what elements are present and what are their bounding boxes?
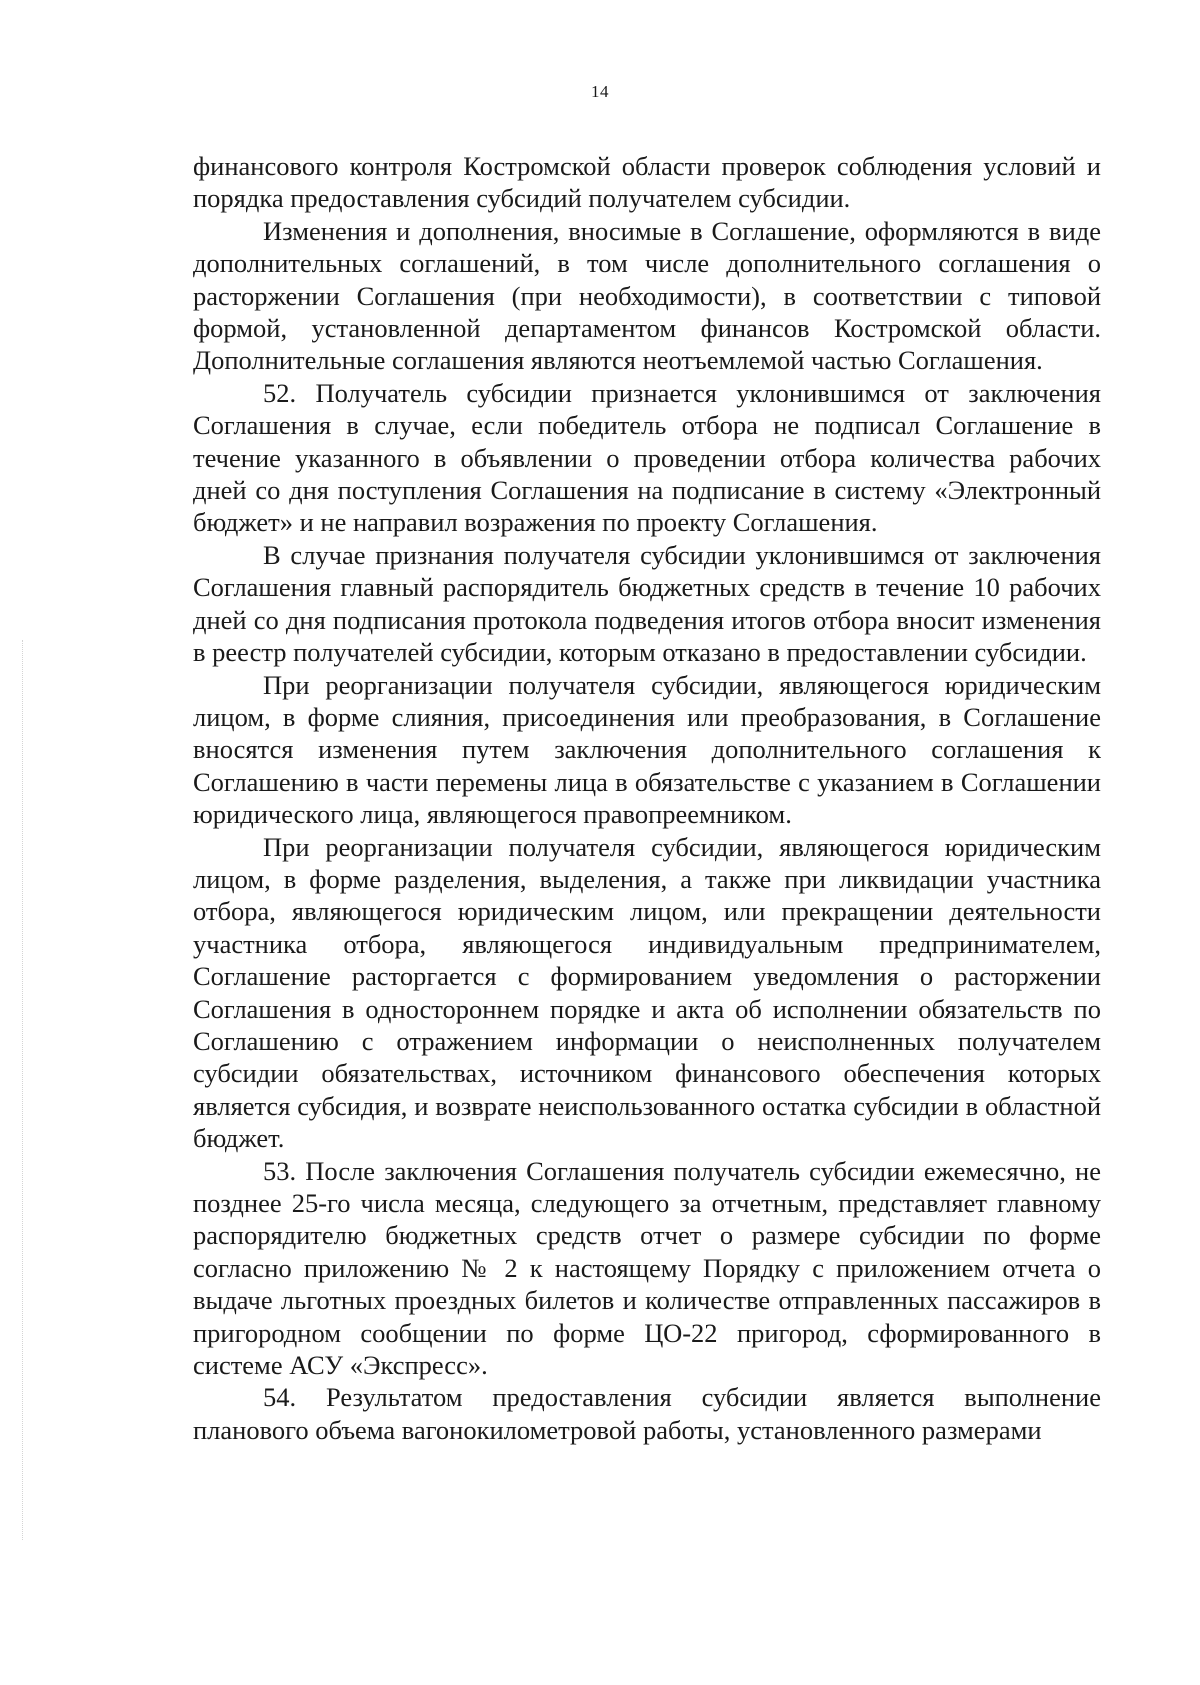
document-body [193, 150, 1101, 1446]
paragraph-amendments: Изменения и дополнения, вносимые в Соглашение, оформляются в виде дополнительных соглашений, в том числе дополнительного соглашения о расторжении Соглашения (при необходимости), в соответствии с типовой формой, установленной департаментом финансов Костромской области. Дополнительные соглашения являются неотъемлемой частью Соглашения. [193, 215, 1101, 376]
paragraph-reorganization-merger: При реорганизации получателя субсидии, являющегося юридическим лицом, в форме слияния, присоединения или преобразования, в Соглашение вносятся изменения путем заключения дополнительного соглашения к Соглашению в части перемены лица в обязательстве с указанием в Соглашении юридического лица, являющегося правопреемником. [193, 669, 1101, 830]
paragraph-clause-52: 52. Получатель субсидии признается уклонившимся от заключения Соглашения в случае, если победитель отбора не подписал Соглашение в течение указанного в объявлении о проведении отбора количества рабочих дней со дня поступления Соглашения на подписание в систему «Электронный бюджет» и не направил возражения по проекту Соглашения. [193, 377, 1101, 538]
paragraph-reorganization-division: При реорганизации получателя субсидии, являющегося юридическим лицом, в форме разделения, выделения, а также при ликвидации участника отбора, являющегося юридическим лицом, или прекращении деятельности участника отбора, являющегося индивидуальным предпринимателем, Соглашение расторгается с формированием уведомления о расторжении Соглашения в одностороннем порядке и акта об исполнении обязательств по Соглашению с отражением информации о неисполненных получателем субсидии обязательствах, источником финансового обеспечения которых является субсидия, и возврате неиспользованного остатка субсидии в областной бюджет. [193, 831, 1101, 1154]
paragraph-clause-53: 53. После заключения Соглашения получатель субсидии ежемесячно, не позднее 25-го числа месяца, следующего за отчетным, представляет главному распорядителю бюджетных средств отчет о размере субсидии по форме согласно приложению № 2 к настоящему Порядку с приложением отчета о выдаче льготных проездных билетов и количестве отправленных пассажиров в пригородном сообщении по форме ЦО-22 пригород, сформированного в системе АСУ «Экспресс». [193, 1155, 1101, 1381]
page-number: 14 [591, 82, 609, 101]
paragraph-clause-54: 54. Результатом предоставления субсидии является выполнение планового объема вагонокилометровой работы, установленного размерами [193, 1382, 1101, 1445]
scan-edge-artifact [22, 640, 24, 1540]
paragraph-continuation: финансового контроля Костромской области проверок соблюдения условий и порядка предоставления субсидий получателем субсидии. [193, 151, 1101, 214]
paragraph-evasion-case: В случае признания получателя субсидии уклонившимся от заключения Соглашения главный распорядитель бюджетных средств в течение 10 рабочих дней со дня подписания протокола подведения итогов отбора вносит изменения в реестр получателей субсидии, которым отказано в предоставлении субсидии. [193, 539, 1101, 668]
